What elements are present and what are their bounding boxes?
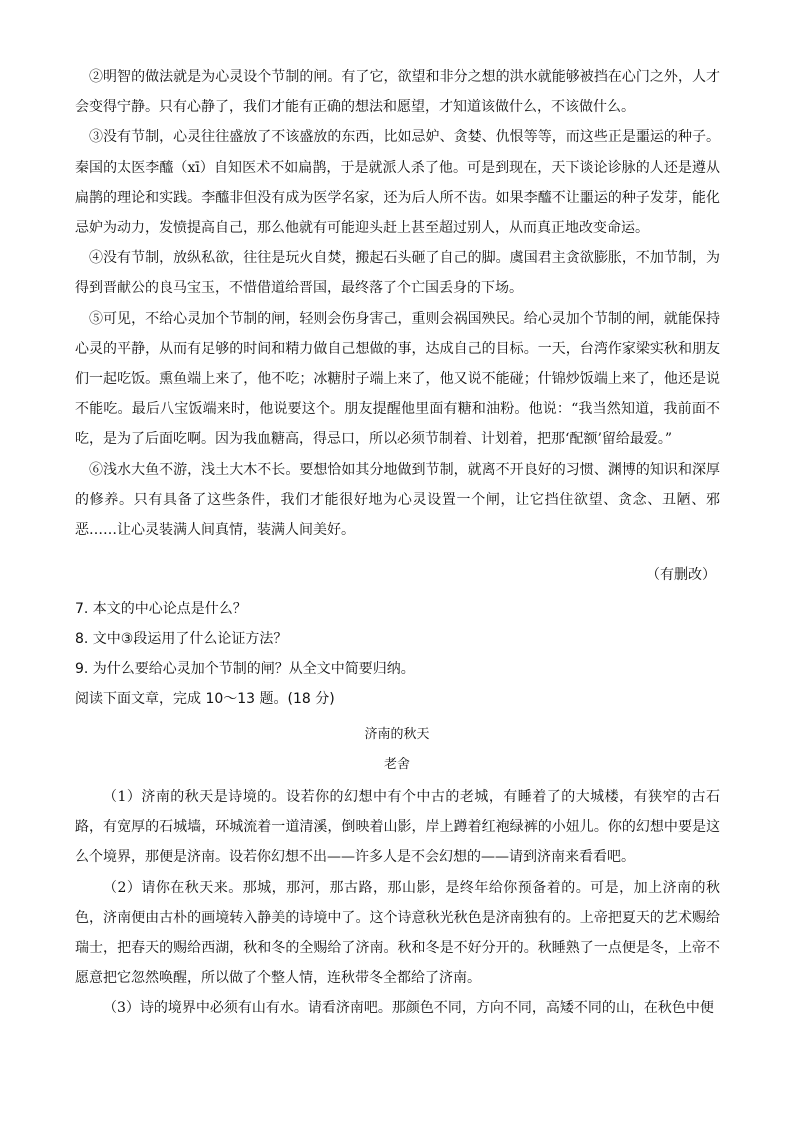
question-list: [75, 594, 415, 714]
paragraph-4: ④没有节制，放纵私欲，往往是玩火自焚，搬起石头砸了自己的脚。虞国君主贪欲膨胀，不加节制，为得到晋献公的良马宝玉，不惜借道给晋国，最终落了个亡国丢身的下场。: [75, 250, 720, 297]
article-paragraph-3: （3）诗的境界中必须有山有水。请看济南吧。那颜色不同，方向不同，高矮不同的山，在秋色中便: [103, 1000, 714, 1017]
article-author: 老舍: [383, 757, 410, 772]
article-paragraph-2: （2）请你在秋天来。那城，那河，那古路，那山影，是终年给你预备着的。可是，加上济南的秋色，济南便由古朴的画境转入静美的诗境中了。这个诗意秋光秋色是济南独有的。上帝把夏天的艺术赐给瑞士，把春天的赐给西湖，秋和冬的全赐给了济南。秋和冬是不好分开的。秋睡熟了一点便是冬，上帝不愿意把它忽然唤醒，所以做了个整人情，连秋带冬全都给了济南。: [75, 879, 720, 987]
reading-instruction: 阅读下面文章，完成 10～13 题。(18 分): [75, 691, 335, 707]
article-title: 济南的秋天: [364, 727, 430, 742]
paragraph-3: ③没有节制，心灵往往盛放了不该盛放的东西，比如忌妒、贪婪、仇恨等等，而这些正是噩运的种子。秦国的太医李醯（xī）自知医术不如扁鹊，于是就派人杀了他。可是到现在，天下谈论诊脉的人还是遵从扁鹊的理论和实践。李醯非但没有成为医学名家，还为后人所不齿。如果李醯不让噩运的种子发芽，能化忌妒为动力，发愤提高自己，那么他就有可能迎头赶上甚至超过别人，从而真正地改变命运。: [75, 129, 720, 237]
passage-body: [75, 62, 720, 545]
paragraph-6: ⑥浅水大鱼不游，浅土大木不长。要想恰如其分地做到节制，就离不开良好的习惯、渊博的知识和深厚的修养。只有具备了这些条件，我们才能很好地为心灵设置一个闸，让它挡住欲望、贪念、丑陋、邪恶……让心灵装满人间真情，装满人间美好。: [75, 461, 720, 539]
article-paragraph-1: （1）济南的秋天是诗境的。设若你的幻想中有个中古的老城，有睡着了的大城楼，有狭窄的古石路，有宽厚的石城墙，环城流着一道清溪，倒映着山影，岸上蹲着红袍绿裤的小妞儿。你的幻想中要是这么个境界，那便是济南。设若你幻想不出——许多人是不会幻想的——请到济南来看看吧。: [75, 789, 720, 866]
question-7: 7. 本文的中心论点是什么？: [75, 601, 247, 617]
question-9: 9. 为什么要给心灵加个节制的闸？从全文中简要归纳。: [75, 661, 415, 677]
paragraph-5: ⑤可见，不给心灵加个节制的闸，轻则会伤身害己，重则会祸国殃民。给心灵加个节制的闸，就能保持心灵的平静，从而有足够的时间和精力做自己想做的事，达成自己的目标。一天，台湾作家梁实秋和朋友们一起吃饭。熏鱼端上来了，他不吃；冰糖肘子端上来了，他又说不能碰；什锦炒饭端上来了，他还是说不能吃。最后八宝饭端来时，他说要这个。朋友提醒他里面有糖和油粉。他说：“我当然知道，我前面不吃，是为了后面吃啊。因为我血糖高，得忌口，所以必须节制着、计划着，把那‘配额’留给最爱。”: [75, 310, 720, 448]
source-note: （有删改）: [646, 567, 716, 583]
question-8: 8. 文中③段运用了什么论证方法？: [75, 631, 288, 647]
paragraph-2: ②明智的做法就是为心灵设个节制的闸。有了它，欲望和非分之想的洪水就能够被挡在心门之外，人才会变得宁静。只有心静了，我们才能有正确的想法和愿望，才知道该做什么，不该做什么。: [75, 69, 720, 116]
article-body: [75, 782, 720, 1024]
